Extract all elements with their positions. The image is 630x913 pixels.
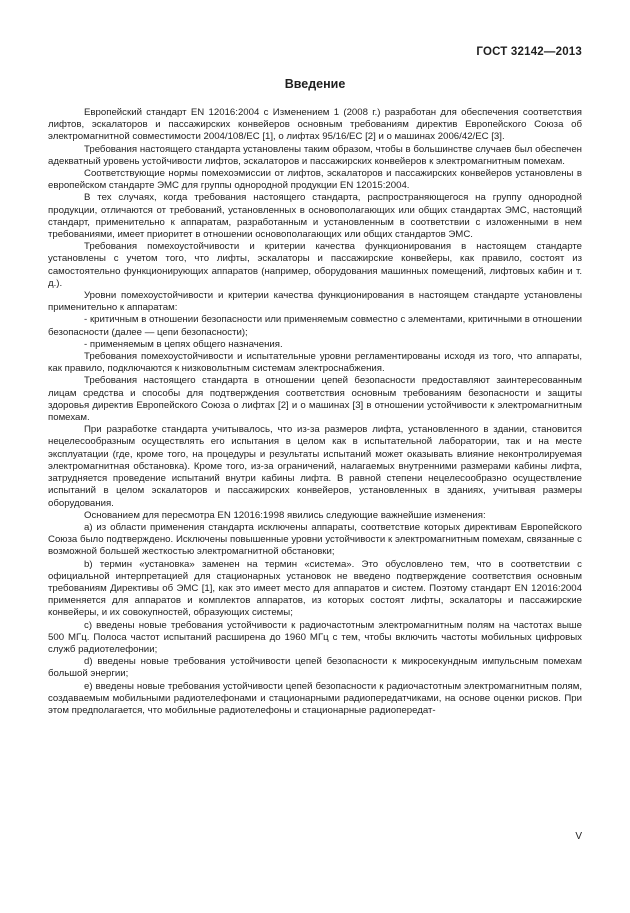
list-item: d) введены новые требования устойчивости цепей безопасности к микросекундным импульсным помехам большой энергии; <box>48 656 582 680</box>
paragraph: Соответствующие нормы помехоэмиссии от лифтов, эскалаторов и пассажирских конвейеров установлены в европейском стандарте ЭМС для группы однородной продукции EN 12015:2004. <box>48 168 582 192</box>
paragraph: Требования настоящего стандарта в отношении цепей безопасности предоставляют заинтересованным лицам средства и способы для подтверждения соответствия основным требованиям безопасности и защиты здоровья директив Европейского Союза о лифтах [2] и о машинах [3] в отношении устойчивости к электромагнитным помехам. <box>48 375 582 424</box>
paragraph: Уровни помехоустойчивости и критерии качества функционирования в настоящем стандарте установлены применительно к аппаратам: <box>48 290 582 314</box>
paragraph: Требования помехоустойчивости и критерии качества функционирования в настоящем стандарте установлены с учетом того, что лифты, эскалаторы и пассажирские конвейеры, как правило, состоят из самостоятельно функционирующих аппаратов (например, оборудования машинных помещений, лифтовых кабин и т. д.). <box>48 241 582 289</box>
list-item: e) введены новые требования устойчивости цепей безопасности к радиочастотным электромагнитным полям, создаваемым мобильными радиотелефонами и стационарными радиопередатчиками, на основе оценки рисков. При этом предполагается, что мобильные радиотелефоны и стационарные радиопередат- <box>48 680 582 716</box>
list-item: a) из области применения стандарта исключены аппараты, соответствие которых директивам Европейского Союза было подтверждено. Исключены повышенные уровни устойчивости к электромагнитным помехам, связанные с возможной большей жесткостью электромагнитной обстановки; <box>48 521 582 558</box>
list-item: - применяемым в цепях общего назначения. <box>84 338 283 350</box>
list-item: b) термин «установка» заменен на термин «система». Это обусловлено тем, что в соответствии с официальной интерпретацией для стационарных установок не введено подтверждение соответствия основным требованиям Директивы об ЭМС [1], как это имеет место для аппаратов и систем. Поэтому стандарт EN 12016:2004 применяется для аппаратов и комплектов аппаратов, из которых состоят лифты, эскалаторы и пассажирские конвейеры, и их совокупностей, образующих системы; <box>48 558 582 619</box>
list-item: - критичным в отношении безопасности или применяемым совместно с элементами, критичными в отношении безопасности (далее — цепи безопасности); <box>48 314 582 338</box>
paragraph: Европейский стандарт EN 12016:2004 с Изменением 1 (2008 г.) разработан для обеспечения соответствия лифтов, эскалаторов и пассажирских конвейеров основным требованиям директив Европейского Союза об электромагнитной совместимости 2004/108/EC [1], о лифтах 95/16/EC [2] и о машинах 2006/42/EC [3]. <box>48 107 582 143</box>
document-code: ГОСТ 32142—2013 <box>476 46 582 58</box>
paragraph: В тех случаях, когда требования настоящего стандарта, распространяющегося на группу однородной продукции, отличаются от требований, установленных в основополагающих или общих стандартах ЭМС, настоящий стандарт, применительно к аппаратам, разработанным и установленным в соответствии с изложенными в нем требованиями, имеет приоритет в отношении основополагающих или общих стандартов ЭМС. <box>48 192 582 241</box>
document-body <box>48 107 582 717</box>
page-number: V <box>575 831 582 842</box>
paragraph: Требования настоящего стандарта установлены таким образом, чтобы в большинстве случаев был обеспечен адекватный уровень устойчивости лифтов, эскалаторов и пассажирских конвейеров к электромагнитным помехам. <box>48 143 582 167</box>
paragraph: При разработке стандарта учитывалось, что из-за размеров лифта, установленного в здании, становится нецелесообразным осуществлять его испытания в целом как в испытательной лаборатории, так и на месте эксплуатации (где, кроме того, на процедуры и результаты испытаний может оказывать влияние неконтролируемая электромагнитная обстановка). Кроме того, из-за ограничений, налагаемых внутренними размерами кабины лифта, затрудняется проведение испытаний внутри кабины лифта. В равной степени нецелесообразно осуществление испытаний в целом эскалаторов и пассажирских конвейеров, установленных в зданиях, учитывая размеры оборудования. <box>48 424 582 509</box>
list-item: c) введены новые требования устойчивости к радиочастотным электромагнитным полям на частотах выше 500 МГц. Полоса частот испытаний расширена до 1960 МГц с тем, чтобы включить частоты мобильных цифровых служб радиотелефонии; <box>48 619 582 655</box>
section-title: Введение <box>284 77 346 91</box>
paragraph: Требования помехоустойчивости и испытательные уровни регламентированы исходя из того, что аппараты, как правило, подключаются к низковольтным системам электроснабжения. <box>48 351 582 375</box>
paragraph: Основанием для пересмотра EN 12016:1998 явились следующие важнейшие изменения: <box>84 509 486 521</box>
